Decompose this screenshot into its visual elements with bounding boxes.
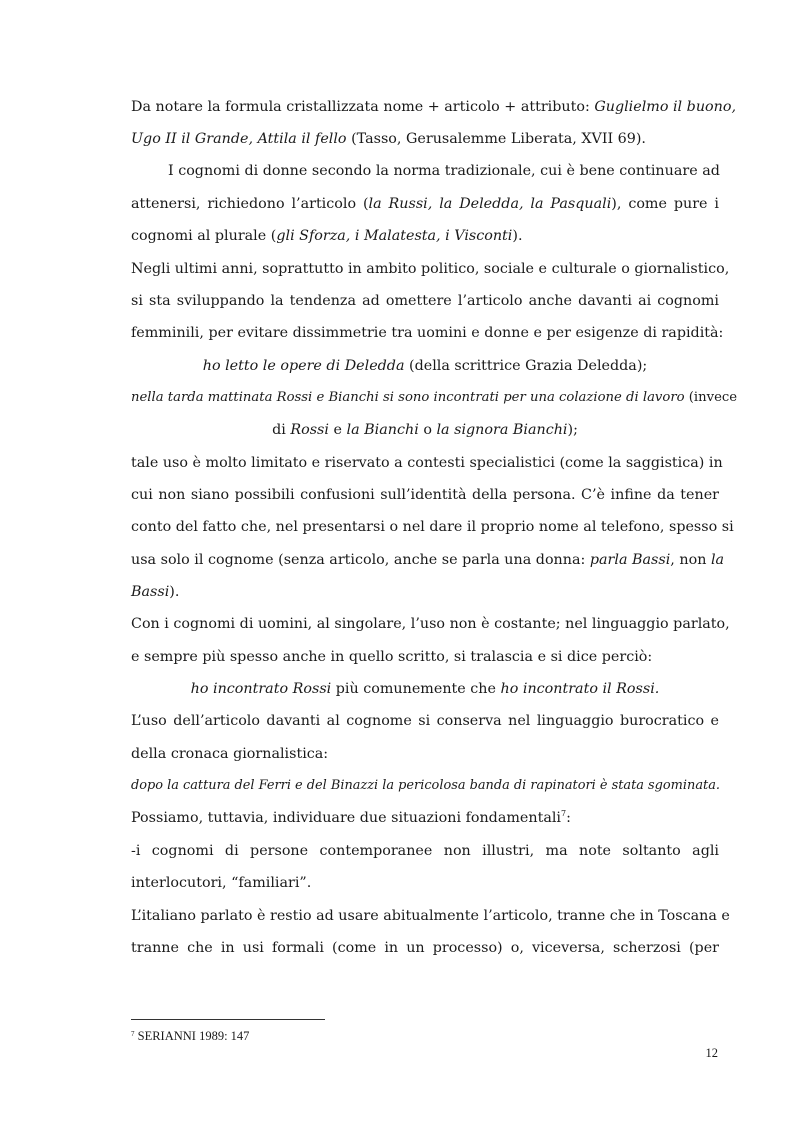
page-number: 12 (705, 1046, 718, 1060)
paragraph-line (131, 906, 730, 926)
footnote-text: SERIANNI 1989: 147 (134, 1029, 250, 1043)
footnote (131, 1028, 249, 1044)
text-run: Da notare la formula cristallizzata nome + articolo + attributo: (131, 99, 595, 115)
italic-example: Rossi (290, 422, 329, 438)
paragraph-line (131, 323, 724, 343)
text-run: attenersi, richiedono l’articolo ( (131, 196, 369, 212)
italic-example: gli Sforza, i Malatesta, i Visconti (276, 228, 513, 244)
text-run: (invece (684, 390, 738, 405)
footnote-reference[interactable]: 7 (561, 809, 567, 818)
text-run: Possiamo, tuttavia, individuare due situazioni fondamentali (131, 810, 561, 826)
italic-example: ho letto le opere di Deledda (202, 358, 405, 374)
text-run: cognomi al plurale ( (131, 228, 277, 244)
text-run: ), come pure i (611, 196, 719, 212)
text-run: I cognomi di donne secondo la norma tradizionale, cui è bene continuare ad (168, 163, 720, 179)
example-line (131, 388, 738, 408)
text-run: , non (670, 552, 711, 568)
paragraph-line (131, 841, 719, 861)
paragraph-line (131, 453, 723, 473)
example-line: di Rossi e la Bianchi o la signora Bianchi); (272, 422, 578, 438)
text-run: Con i cognomi di uomini, al singolare, l’uso non è costante; nel linguaggio parlato, (131, 616, 730, 632)
text-run: conto del fatto che, nel presentarsi o nel dare il proprio nome al telefono, spesso si (131, 519, 734, 535)
paragraph-line (131, 517, 734, 537)
paragraph-line (131, 129, 719, 149)
italic-example: la (710, 552, 725, 568)
text-run: della cronaca giornalistica: (131, 746, 329, 762)
paragraph-line (131, 808, 719, 828)
paragraph-line (131, 647, 719, 667)
text-run: e sempre più spesso anche in quello scritto, si tralascia e si dice perciò: (131, 649, 653, 665)
italic-example: Guglielmo il buono, (594, 99, 736, 115)
text-run: L’italiano parlato è restio ad usare abitualmente l’articolo, tranne che in Toscana e (131, 908, 730, 924)
footnote-separator (131, 1019, 325, 1020)
paragraph-line (131, 485, 719, 505)
italic-example: la Bianchi (346, 422, 419, 438)
paragraph-line (131, 744, 719, 764)
paragraph-line (131, 259, 730, 279)
text-run: Negli ultimi anni, soprattutto in ambito politico, sociale e culturale o giornalistico, (131, 261, 730, 277)
text-run: cui non siano possibili confusioni sull’identità della persona. C’è infine da tener (131, 487, 719, 503)
italic-example: parla Bassi (589, 552, 671, 568)
example-line (131, 679, 719, 699)
text-run: più comunemente che (331, 681, 501, 697)
text-run: tranne che in usi formali (come in un processo) o, viceversa, scherzosi (per (131, 940, 719, 956)
paragraph-line (131, 873, 719, 893)
text-run: L’uso dell’articolo davanti al cognome si conserva nel linguaggio burocratico e (131, 713, 719, 729)
paragraph-line (131, 614, 730, 634)
paragraph-line (131, 291, 719, 311)
example-line (131, 776, 719, 796)
text-run: (Tasso, Gerusalemme Liberata, XVII 69). (346, 131, 646, 147)
paragraph-line (131, 711, 719, 731)
italic-example: ho incontrato Rossi (190, 681, 332, 697)
paragraph-line (131, 97, 736, 117)
italic-example: la Russi, la Deledda, la Pasquali (368, 196, 612, 212)
paragraph-line (131, 550, 725, 570)
text-run: ). (512, 228, 523, 244)
text-run: usa solo il cognome (senza articolo, anche se parla una donna: (131, 552, 590, 568)
italic-example: dopo la cattura del Ferri e del Binazzi la pericolosa banda di rapinatori è stata sgominata. (131, 778, 720, 793)
italic-example: la signora Bianchi (436, 422, 568, 438)
italic-example: ho incontrato il Rossi. (500, 681, 660, 697)
paragraph-line (131, 226, 719, 246)
text-run: interlocutori, “familiari”. (131, 875, 312, 891)
italic-example: nella tarda mattinata Rossi e Bianchi si sono incontrati per una colazione di lavoro (131, 390, 685, 405)
text-run: si sta sviluppando la tendenza ad omettere l’articolo anche davanti ai cognomi (131, 293, 719, 309)
paragraph-line (131, 194, 719, 214)
paragraph-line-indented (168, 161, 719, 181)
text-run: -i cognomi di persone contemporanee non illustri, ma note soltanto agli (131, 843, 719, 859)
footnote-mark: 7 (131, 1030, 135, 1038)
text-run: femminili, per evitare dissimmetrie tra uomini e donne e per esigenze di rapidità: (131, 325, 724, 341)
text-run: ). (169, 584, 180, 600)
example-line (131, 356, 719, 376)
text-run: (della scrittrice Grazia Deledda); (404, 358, 648, 374)
paragraph-line (131, 582, 719, 602)
paragraph-line (131, 938, 719, 958)
text-run: tale uso è molto limitato e riservato a contesti specialistici (come la saggistica) in (131, 455, 723, 471)
text-run: : (566, 810, 571, 826)
italic-example: Ugo II il Grande, Attila il fello (131, 131, 347, 147)
italic-example: Bassi (131, 584, 170, 600)
